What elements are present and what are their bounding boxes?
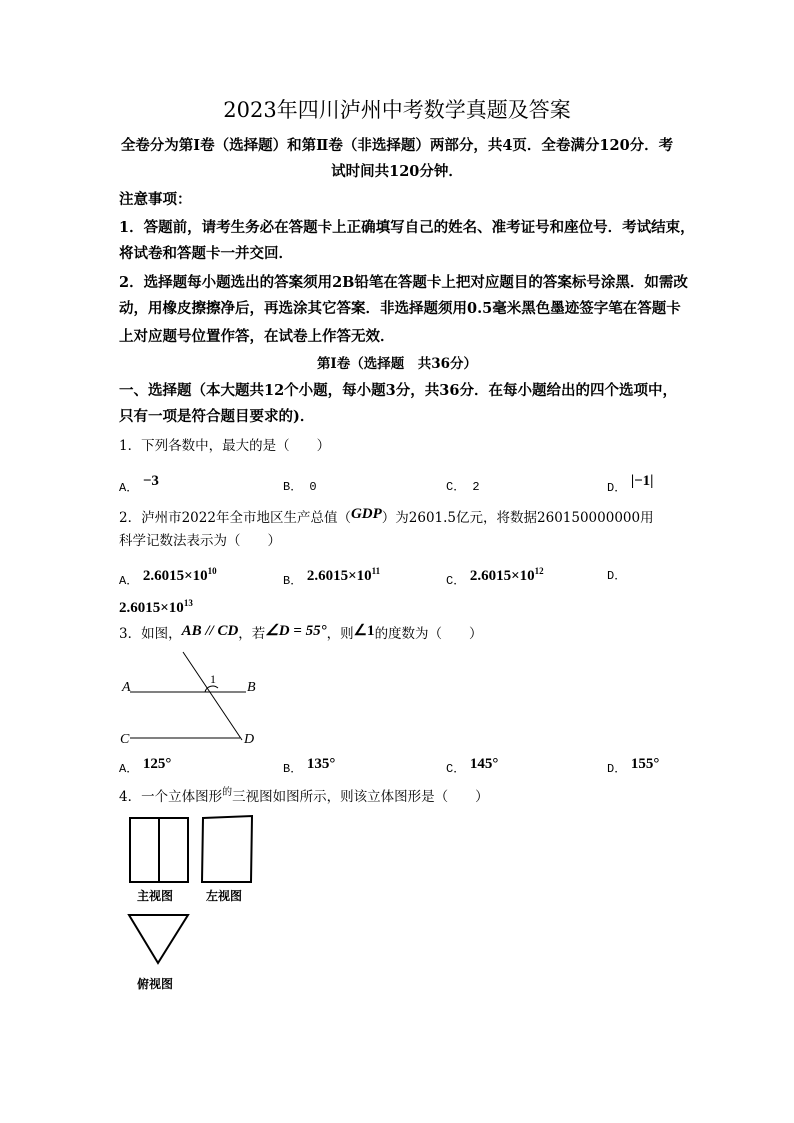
option-b [283, 756, 336, 778]
exponent: 10 [207, 566, 217, 576]
option-label: D． [607, 481, 627, 495]
intro-line: 全卷分为第Ⅰ卷（选择题）和第Ⅱ卷（非选择题）两部分，共4页．全卷满分120分．考 [120, 137, 674, 154]
transversal [183, 652, 242, 740]
option-value: 135° [306, 756, 336, 772]
label-d: D [244, 732, 255, 747]
stem-text: 2．泸州市2022年全市地区生产总值（ [119, 510, 351, 526]
option-a [119, 756, 172, 778]
section-heading: 一、选择题（本大题共12个小题，每小题3分，共36分．在每小题给出的四个选项中， [119, 382, 677, 399]
stem-text: 3．如图， [119, 626, 182, 642]
label-a: A [122, 680, 131, 695]
option-label: D． [607, 762, 627, 776]
option-label: A． [119, 481, 139, 495]
base: 2.6015×10 [306, 568, 372, 584]
option-value: 155° [630, 756, 660, 772]
note-line: 上对应题号位置作答，在试卷上作答无效． [119, 328, 395, 345]
note-line: 将试卷和答题卡一并交回． [119, 245, 293, 262]
stem-text: 三视图如图所示，则该立体图形是（ ） [232, 789, 489, 805]
option-label: C． [446, 574, 466, 588]
option-label: A． [119, 574, 139, 588]
side-view-label: 左视图 [206, 889, 243, 903]
notes-heading: 注意事项： [119, 191, 192, 208]
option-label: D． [607, 569, 627, 583]
gdp-symbol: GDP [350, 506, 382, 522]
option-d [607, 756, 660, 778]
stem-text: 的 [222, 787, 233, 798]
stem-text: ，若 [238, 626, 266, 642]
question-1-stem: 1．下列各数中，最大的是（ ） [119, 438, 331, 454]
parallel-lines-figure [130, 652, 246, 740]
side-view [202, 816, 252, 882]
base: 2.6015×10 [119, 600, 184, 616]
option-label: B． [283, 762, 303, 776]
option-c [446, 756, 499, 778]
option-value: 0 [309, 480, 317, 494]
option-label: B． [283, 480, 303, 494]
math-expression: AB // CD [181, 623, 239, 639]
part1-heading: 第Ⅰ卷（选择题 共36分） [316, 356, 478, 372]
option-label: A． [119, 762, 139, 776]
exponent: 12 [534, 566, 544, 576]
section-heading: 只有一项是符合题目要求的)． [119, 408, 315, 425]
stem-text: 的度数为（ ） [374, 626, 483, 642]
option-value: 125° [142, 756, 172, 772]
label-c: C [120, 732, 130, 747]
intro-line: 试时间共120分钟． [331, 163, 463, 180]
exponent: 13 [183, 598, 193, 608]
note-line: 动，用橡皮擦擦净后，再选涂其它答案．非选择题须用0.5毫米黑色墨迹签字笔在答题卡 [119, 300, 681, 317]
math-expression: ∠D = 55° [265, 623, 327, 639]
front-view-label: 主视图 [137, 889, 174, 903]
math-expression: ∠1 [353, 623, 375, 639]
base: 2.6015×10 [142, 568, 208, 584]
exponent: 11 [371, 566, 381, 576]
stem-text: ，则 [326, 626, 354, 642]
option-value: |−1| [630, 473, 654, 489]
note-line: 1．答题前，请考生务必在答题卡上正确填写自己的姓名、准考证号和座位号．考试结束， [119, 219, 695, 236]
note-line: 2．选择题每小题选出的答案须用2B铅笔在答题卡上把对应题目的答案标号涂黑．如需改 [119, 274, 688, 291]
page-title: 2023年四川泸州中考数学真题及答案 [223, 98, 571, 122]
option-value: 145° [469, 756, 499, 772]
option-value: −3 [142, 473, 159, 489]
top-view [129, 915, 188, 963]
label-b: B [247, 680, 256, 695]
stem-text: 4．一个立体图形 [119, 789, 223, 805]
top-view-label: 俯视图 [137, 977, 174, 991]
option-label: B． [283, 574, 303, 588]
question-2-stem: 科学记数法表示为（ ） [119, 533, 281, 549]
stem-text: ）为2601.5亿元，将数据260150000000用 [381, 510, 654, 526]
option-label: C． [446, 480, 466, 494]
question-4-stem [119, 788, 489, 808]
option-label: C． [446, 762, 466, 776]
option-value: 2 [472, 480, 480, 494]
label-angle-1: 1 [210, 672, 216, 686]
base: 2.6015×10 [469, 568, 535, 584]
